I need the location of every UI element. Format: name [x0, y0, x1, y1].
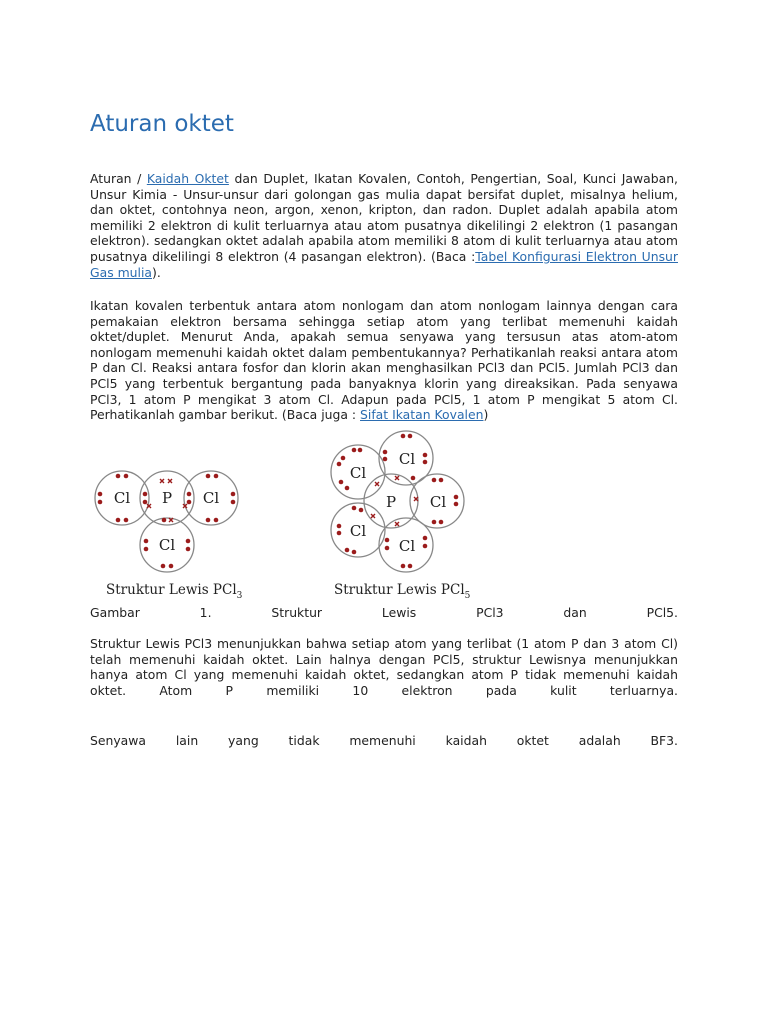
intro-text-1: Aturan /: [90, 171, 147, 186]
paragraph-ikatan-kovalen: [90, 298, 678, 423]
pcl5-cl-top-left-label: Cl: [349, 464, 367, 482]
figure-caption: Gambar 1. Struktur Lewis PCl3 dan PCl5.: [90, 605, 678, 620]
page-title: Aturan oktet: [90, 111, 234, 137]
pcl5-caption: Struktur Lewis PCl: [334, 582, 465, 598]
link-tabel-konfigurasi[interactable]: Tabel Konfigurasi Elektron Unsur Gas mulia: [90, 248, 678, 280]
paragraph-penjelasan: Struktur Lewis PCl3 menunjukkan bahwa setiap atom yang terlibat (1 atom P dan 3 atom Cl) telah memenuhi kaidah oktet. Lain halnya dengan PCl5, struktur Lewisnya menunjukkan hanya atom Cl yang memenuhi kaidah oktet, sedangkan atom P tidak memenuhi kaidah oktet. Atom P memiliki 10 elektron pada kulit terluarnya.: [90, 636, 678, 698]
intro-text-2: dan Duplet, Ikatan Kovalen, Contoh, Pengertian, Soal, Kunci Jawaban, Unsur Kimia - Unsur-unsur dari golongan gas mulia dapat bersifat duplet, misalnya helium, dan oktet, contohnya neon, argon, xenon, kripton, dan radon. Duplet adalah apabila atom memiliki 2 elektron di kulit terluarnya atau atom pusatnya dikelilingi 2 elektron (1 pasangan elektron). sedangkan oktet adalah apabila atom memiliki 8 atom di kulit terluarnya atau atom pusatnya dikelilingi 8 elektron (4 pasangan elektron). (Baca :: [90, 171, 678, 264]
link-kaidah-oktet[interactable]: Kaidah Oktet: [146, 171, 229, 186]
pcl3-cl-right-label: Cl: [202, 489, 220, 507]
pcl5-cl-bottom-right-label: Cl: [398, 537, 416, 555]
svg-text:Struktur Lewis PCl5: [334, 582, 471, 601]
pcl5-cl-right-label: Cl: [429, 493, 447, 511]
pcl3-cl-left-label: Cl: [113, 489, 131, 507]
pcl3-p-label: P: [161, 489, 173, 507]
svg-text:Struktur Lewis PCl3: [106, 582, 243, 601]
link-sifat-ikatan-kovalen[interactable]: Sifat Ikatan Kovalen: [360, 407, 484, 423]
paragraph-intro: [90, 171, 678, 280]
pcl3-cl-bottom-label: Cl: [158, 536, 176, 554]
paragraph-bf3: Senyawa lain yang tidak memenuhi kaidah oktet adalah BF3.: [90, 733, 678, 748]
pcl3-caption: Struktur Lewis PCl: [106, 582, 237, 598]
kovalen-text-1: Ikatan kovalen terbentuk antara atom nonlogam dan atom nonlogam lainnya dengan cara pemakaian elektron bersama sehingga setiap atom yang terlibat memenuhi kaidah oktet/duplet. Menurut Anda, apakah semua senyawa yang tersusun atas atom-atom nonlogam memenuhi kaidah oktet dalam pembentukannya? Perhatikanlah reaksi antara atom P dan Cl. Reaksi antara fosfor dan klorin akan menghasilkan PCl3 dan PCl5. Jumlah PCl3 dan PCl5 yang terbentuk bergantung pada banyaknya klorin yang direaksikan. Pada senyawa PCl3, 1 atom P mengikat 3 atom Cl. Adapun pada PCl5, 1 atom P mengikat 5 atom Cl. Perhatikanlah gambar berikut. (Baca juga :: [90, 298, 678, 423]
kovalen-text-2: ): [483, 407, 489, 423]
lewis-pcl3-figure: [88, 462, 248, 606]
pcl3-electrons: [98, 474, 236, 569]
pcl5-cl-bottom-left-label: Cl: [349, 522, 367, 540]
pcl5-cl-top-right-label: Cl: [398, 450, 416, 468]
pcl5-caption-sub: 5: [464, 591, 471, 601]
pcl3-caption-sub: 3: [236, 591, 243, 601]
lewis-pcl5-figure: [325, 426, 475, 606]
pcl5-p-label: P: [385, 493, 397, 511]
intro-text-3: ).: [152, 264, 161, 280]
